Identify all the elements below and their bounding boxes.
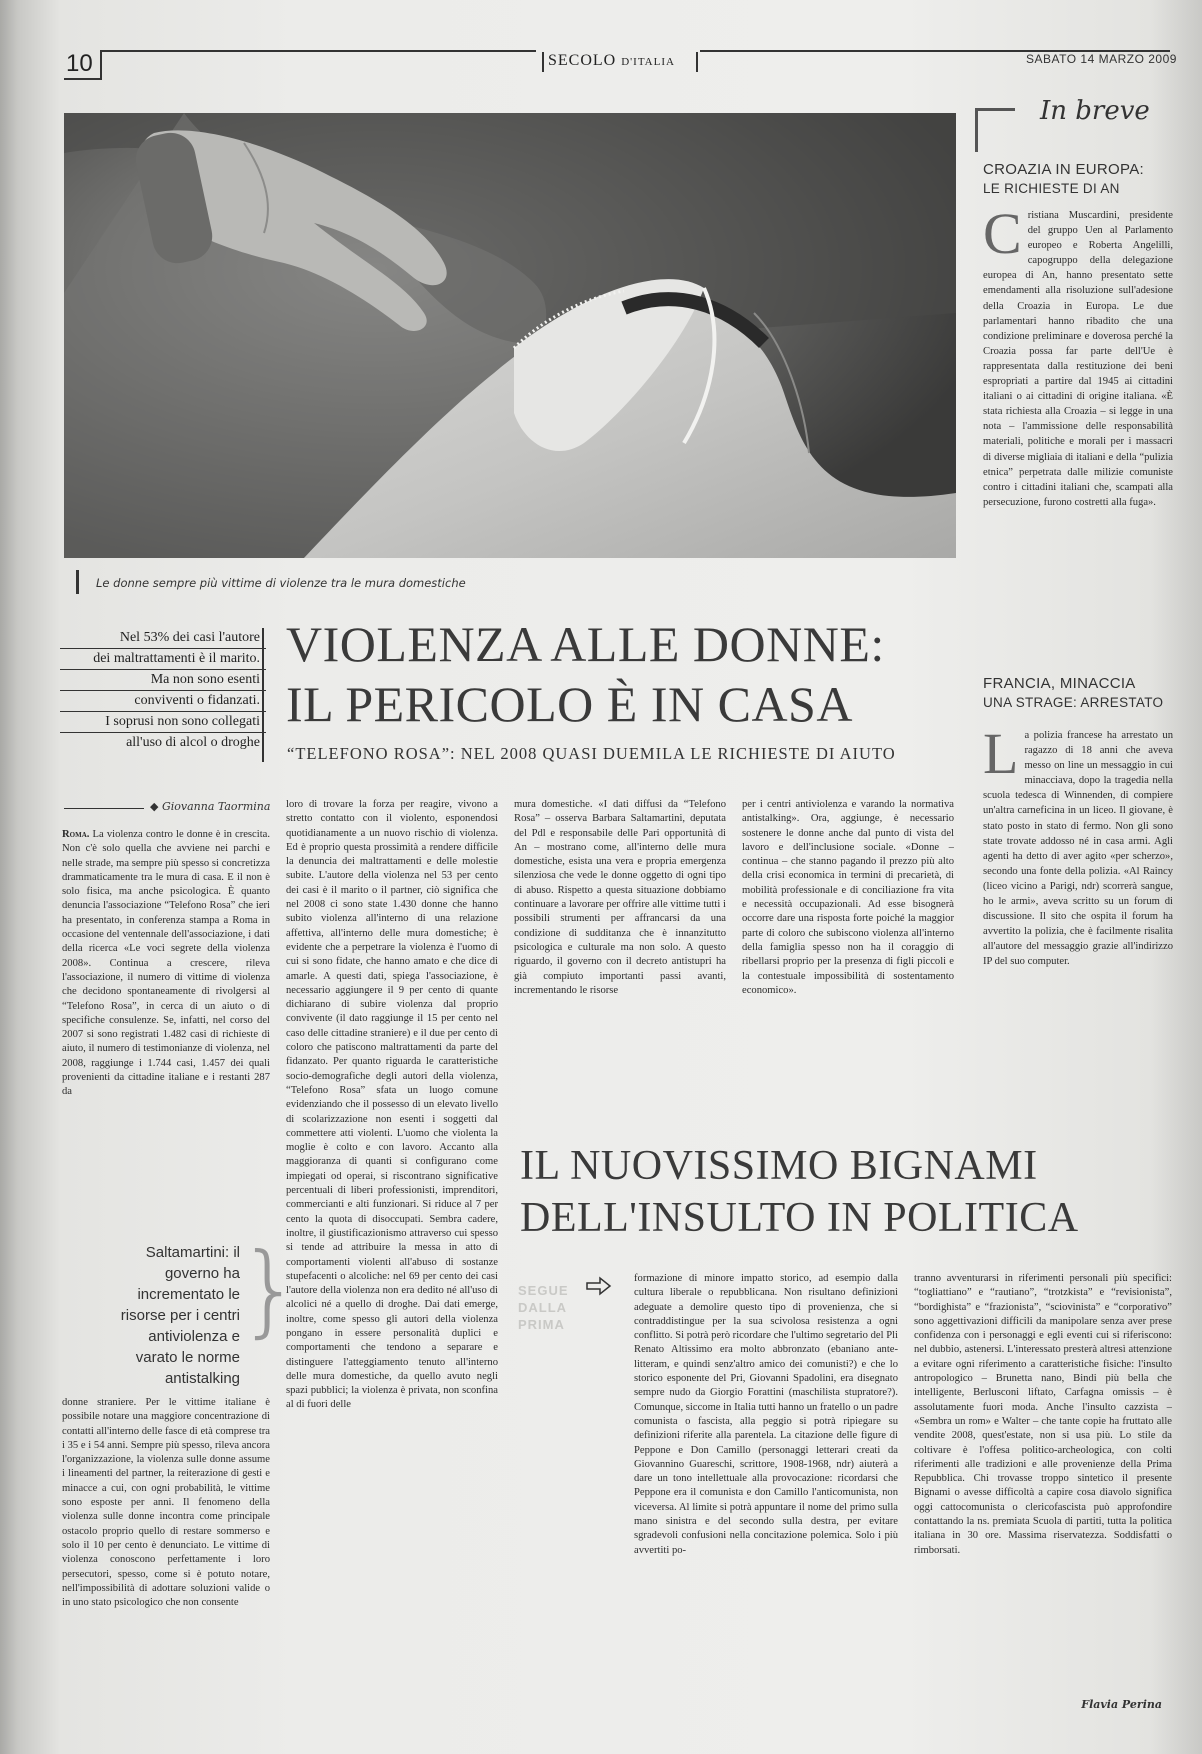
masthead — [548, 52, 675, 70]
sidebar-item1-text — [983, 201, 1173, 648]
masthead-main: SECOLO — [548, 52, 617, 69]
sidebar-item2-headline-line2: UNA STRAGE: ARRESTATO — [983, 695, 1164, 710]
main-headline-line2: IL PERICOLO È IN CASA — [286, 676, 853, 732]
sidebar-item1-headline — [983, 160, 1144, 198]
sidebar-item1-headline-line1: CROAZIA IN EUROPA: — [983, 161, 1144, 178]
main-subheadline: “TELEFONO ROSA”: NEL 2008 QUASI DUEMILA LE RICHIESTE DI AIUTO — [287, 744, 896, 763]
deck-line: conviventi o fidanzati. — [60, 691, 266, 712]
signature: Flavia Perina — [1081, 1698, 1162, 1711]
masthead-small: D'ITALIA — [621, 56, 675, 68]
sidebar-title: In breve — [1040, 96, 1150, 126]
deck-line: all'uso di alcol o droghe — [126, 735, 260, 750]
pull-quote: Saltamartini: il governo ha incrementato le risorse per i centri antiviolenza e varato le norme antistalking — [120, 1244, 240, 1387]
byline: ◆ Giovanna Taormina — [150, 800, 271, 813]
sidebar-item2-body: a polizia francese ha arrestato un ragazzo di 18 anni che aveva messo on line un messaggio in cui minacciava, dopo la tragedia nella scuola tedesca di Winnenden, di compiere un'altra carneficina in un liceo. Il giovane, è stato posto in stato di fermo. Non gli sono state trovate addosso né in casa armi. Agli agenti ha detto di aver agito «per scherzo», secondo una fonte della polizia. «Al Raincy (liceo vicino a Parigi, ndr) scorrerà sangue, ho le armi», aveva scritto su un forum di discussione. Il sito che ospita il forum ha avvertito la polizia, che è facilmente risalita all'autore del messaggio grazie all'indirizzo IP del suo computer. — [983, 730, 1173, 968]
second-headline — [520, 1140, 1079, 1244]
pull-quote-brace: } — [238, 1231, 302, 1348]
main-article-column-4: per i centri antiviolenza e varando la normativa antistalking». Ora, aggiunge, è necessario sostenere le donne anche dal punto di vista del lavoro e dell'inclusione sociale. «Donne – continua – che stanno pagando il prezzo più alto della crisi economica in termini di precarietà, di mobilità professionale e di conciliazione fra vita e necessità occupazionali. Ad esse bisognerà occorre dare una risposta forte poiché la maggior parte di coloro che subiscono violenza all'interno della famiglia spesso non ha il coraggio di ribellarsi proprio per la presenza di figli piccoli e la contestuale impossibilità di sostentamento economico». — [742, 799, 954, 996]
sidebar-corner-horizontal — [975, 108, 1015, 111]
second-headline-line2: DELL'INSULTO IN POLITICA — [520, 1195, 1079, 1241]
header-rule-left — [102, 50, 536, 52]
deck-bar — [262, 628, 264, 762]
main-headline-line1: VIOLENZA ALLE DONNE: — [286, 616, 885, 672]
segue-label-line2: DALLA — [518, 1300, 568, 1315]
second-headline-line1: IL NUOVISSIMO BIGNAMI — [520, 1143, 1038, 1189]
caption-bar — [76, 570, 79, 594]
header-bar-right — [696, 52, 698, 72]
sidebar-item2-headline — [983, 674, 1163, 712]
second-article-column-1: formazione di minore impatto storico, ad esempio dalla cultura liberale o repubblicana. Non risultano definizioni adeguate a demolire questo tipo di provenienza, che si contraddistingue per la sua scivolosa resistenza a ogni conflitto. Si potrà però ricordare che l'ultimo segretario del Pli Renato Altissimo era molto abbronzato (ebaniano ante-litteram, e quindi senz'altro amico dei comunisti?) e che lo storico esponente del Pri, Giovanni Spadolini, era disegnato sempre nudo da Giorgio Forattini (maschilista stupratore?). Comunque, siccome in Italia tutti hanno un fratello o un padre comunista o fascista, alla peggio si potrà ripiegare su definizioni riferite alla parentela. La citazione delle figure di Peppone e Don Camillo (personaggi letterari creati da Giovannino Guareschi, scrittore, 1908-1968, ndr) aiuterà a dare un tono intellettuale alla provocazione: ricordarsi che Peppone era il comunista e don Camillo l'anticomunista, non viceversa. Al limite si potrà appuntare il nome del primo sulla mano sinistra e del secondo sulla destra, per evitare sgradevoli confusioni nella concitazione polemica. Solo i più avvertiti po- — [634, 1273, 898, 1556]
sidebar-item2-dropcap: L — [983, 721, 1019, 786]
main-article-column-3: mura domestiche. «I dati diffusi da “Telefono Rosa” – osserva Barbara Saltamartini, deputata del Pdl e responsabile delle Pari opportunità di An – mostrano come, all'interno delle mura domestiche, esista una vera e propria emergenza silenziosa che vede le donne oggetto di ogni tipo di abuso. Rispetto a questa situazione dobbiamo continuare a lavorare per offrire alle vittime tutti i possibili strumenti per affrancarsi da una condizione di sudditanza che è innanzitutto psicologica e culturale ma non solo. A questo riguardo, il governo con il decreto antistupri ha già compiuto importanti passi avanti, incrementando le risorse — [514, 799, 726, 996]
segue-label-line3: PRIMA — [518, 1317, 565, 1332]
photo-caption: Le donne sempre più vittime di violenze tra le mura domestiche — [96, 576, 466, 590]
issue-date: SABATO 14 MARZO 2009 — [1026, 52, 1177, 66]
photo-illustration — [64, 113, 956, 558]
deck-line: I soprusi non sono collegati — [60, 712, 266, 733]
deck-line: Nel 53% dei casi l'autore — [60, 628, 266, 649]
page-number: 10 — [66, 50, 93, 77]
header-bar-left — [542, 52, 544, 72]
second-article-column-2: tranno avventurarsi in riferimenti personali più specifici: “togliattiano” e “rautiano”, “trotzkista” e “revisionista”, “bordighista” e “frazionista”, “sciovinista” e “corporativo” sono aggettivazioni difficili da manipolare senza aver prese confidenza con i personaggi e egli eventi cui si riferiscono: nel dubbio, astenersi. L'interessato presterà altresì attenzione a evitare ogni riferimento a caratteristiche fisiche: l'insulto antropologico – Brunetta nano, Bindi più bella che intelligente, Berlusconi liftato, Carfagna omissis – è assolutamente fuori moda. Anche l'insulto cazzista – «Sembra un rom» e Walter – che tante copie ha fruttato alle vendite 2008, quest'estate, non si usa più. Lo stile da coltivare è l'offesa politico-archeologica, con colti riferimenti alle tradizioni e alle provenienze della Prima Repubblica. Chi trovasse troppo sintetico il presente Bignami o avesse difficoltà a capire cosa diavolo significa oggi cattocomunista o clericofascista può approfondire contattando la ns. premiata Scuola di partiti, tutta la politica italiana in 30 ore. Massima riservatezza. Soddisfatti o rimborsati. — [914, 1273, 1172, 1556]
sidebar-item1-body: ristiana Muscardini, presidente del gruppo Uen al Parlamento europeo e Roberta Angelilli, capogruppo della delegazione europea di An, hanno presentato sette emendamenti alla risoluzione sull'adesione della Croazia in Europa. Le due parlamentari hanno ribadito che una condizione preliminare e doverosa perché la Croazia possa far parte dell'Ue è rappresentata dalla restituzione dei beni espropriati a partire dal 1945 ai cittadini italiani o ai cittadini di origine italiana. «È stata richiesta alla Croazia – si legge in una nota – l'ammissione delle responsabilità materiali, politiche e morali per i massacri di diverse migliaia di italiani e della “pulizia etnica” perpetrata dalle milizie comuniste contro i cittadini italiani che, scampati alla persecuzione, furono costretti alla fuga». — [983, 210, 1173, 508]
deck-line: dei maltrattamenti è il marito. — [60, 649, 266, 670]
arrow-right-icon — [586, 1276, 612, 1296]
deck-line: Ma non sono esenti — [60, 670, 266, 691]
byline-rule — [64, 808, 144, 809]
main-headline — [286, 614, 885, 734]
sidebar-item1-headline-line2: LE RICHIESTE DI AN — [983, 181, 1120, 196]
article-deck — [60, 628, 266, 753]
dateline: Roma. — [62, 829, 90, 840]
sidebar-corner-vertical — [975, 108, 978, 152]
sidebar-item2-text — [983, 721, 1173, 1098]
main-article-column-1-text: La violenza contro le donne è in crescita. Non c'è solo quella che avviene nei parchi e nelle strade, ma sempre più spesso si concretizza drammaticamente tra le mura di casa. E il non è solo fisica, ma anche psicologica. È quanto denuncia l'associazione “Telefono Rosa” che ieri ha presentato, in conferenza stampa a Roma in occasione del ventennale dell'associazione, i dati della ricerca «Le voci segrete della violenza 2008». Continua a crescere, rileva l'associazione, il numero di vittime di violenza che decidono spontaneamente di rivolgersi al “Telefono Rosa”, in cerca di un aiuto o di specifiche consulenze. Se, infatti, nel corso del 2007 si sono registrati 1.482 casi di richieste di aiuto, il numero di testimonianze di violenza, nel 2008, raggiunge i 1.744 casi, 1.457 dei quali provenienti da cittadine italiane e i restanti 287 da — [62, 829, 270, 1098]
main-article-column-2: loro di trovare la forza per reagire, vivono a stretto contatto con il violento, esponendosi quotidianamente a un nuovo rischio di violenza. Ed è proprio questa prossimità a rendere difficile la denuncia dei maltrattamenti e delle molestie subite. L'autore della violenza nel 53 per cento dei casi è il marito o il partner, ciò significa che nel 2008 ci sono state 1.430 donne che hanno subito violenza all'interno di una relazione affettiva, all'interno delle mura domestiche; è evidente che a perpetrare la violenza è l'uomo di cui si sono fidate, che hanno amato e che dice di amarle. A questi dati, spiega l'associazione, è necessario aggiungere il 9 per cento di quante dichiarano di subire violenza dal proprio convivente (il dato raggiunge il 15 per cento nel caso delle cittadine straniere) e il due per cento di coloro che patiscono maltrattamenti da parte del fidanzato. Per quanto riguarda le caratteristiche socio-demografiche degli autori della violenza, “Telefono Rosa” sfata un luogo comune evidenziando che il possesso di un elevato livello di scolarizzazione non esenti i soggetti dal commettere atti violenti. L'uomo che violenta la moglie è colto e con lavoro. Accanto alla maggioranza di quanti si configurano come impiegati od operai, si riscontrano significative percentuali di liberi professionisti, imprenditori, commercianti e alti funzionari. Si riduce al 7 per cento la quota di disoccupati. Sembra cadere, inoltre, il giustificazionismo attraverso cui spesso si tende ad attribuire la messa in atto di comportamenti violenti all'abuso di sostanze stupefacenti o alcoliche: nel 69 per cento dei casi l'autore della violenza non era dedito né all'uso di alcolici né a quello di droghe. Dai dati emerge, inoltre, come spesso gli autori della violenza pongano in essere personalità duplici e comportamenti che tendono a separare e distinguere l'atteggiamento tenuto all'interno delle mura domestiche, da quello avuto negli spazi pubblici; la violenza è privata, non sconfina al di fuori delle — [286, 799, 498, 1411]
main-article-column-1 — [62, 828, 270, 1206]
segue-label-line1: SEGUE — [518, 1283, 569, 1298]
article-photo — [64, 113, 956, 558]
byline-author: Giovanna Taormina — [161, 800, 271, 813]
sidebar-item1-dropcap: C — [983, 201, 1022, 266]
main-article-column-1b: donne straniere. Per le vittime italiane è possibile notare una maggiore concentrazione di contatti all'interno delle fasce di età comprese tra i 35 e i 54 anni. Sempre più spesso, rileva ancora l'organizzazione, la violenza sulle donne assume i lineamenti del partner, la reiterazione di gesti e minacce a cui, con ogni probabilità, le vittime sono esposte per anni. Il fenomeno della violenza sulle donne incontra come principale ostacolo proprio quello di restare sommerso e solo il 10 per cento è denunciato. Le vittime di violenza conoscono perfettamente i loro persecutori, spesso, come si è potuto notare, nell'impossibilità di adottare soluzioni valide o in uno stato psicologico che non consente — [62, 1397, 270, 1609]
sidebar-item2-headline-line1: FRANCIA, MINACCIA — [983, 675, 1136, 692]
segue-label — [518, 1282, 569, 1333]
